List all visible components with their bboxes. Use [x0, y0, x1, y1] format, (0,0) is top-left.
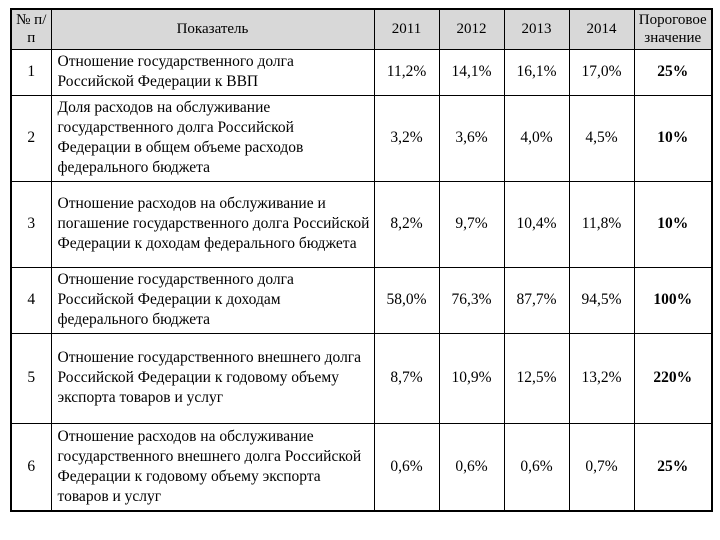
- row-number: 3: [11, 181, 51, 267]
- threshold-value: 10%: [634, 181, 712, 267]
- table-row: [11, 333, 712, 423]
- value-2014: 0,7%: [569, 423, 634, 511]
- value-2014: 4,5%: [569, 95, 634, 181]
- value-2012: 9,7%: [439, 181, 504, 267]
- value-2014: 13,2%: [569, 333, 634, 423]
- table-body: [11, 49, 712, 511]
- value-2013: 16,1%: [504, 49, 569, 95]
- value-2013: 12,5%: [504, 333, 569, 423]
- row-number: 6: [11, 423, 51, 511]
- row-number: 1: [11, 49, 51, 95]
- row-number: 5: [11, 333, 51, 423]
- header-year-2011: 2011: [374, 9, 439, 49]
- value-2011: 58,0%: [374, 267, 439, 333]
- value-2013: 10,4%: [504, 181, 569, 267]
- indicator-name: Отношение государственного долга Российской Федерации к доходам федерального бюджета: [51, 267, 374, 333]
- threshold-value: 25%: [634, 423, 712, 511]
- header-year-2014: 2014: [569, 9, 634, 49]
- table-row: [11, 49, 712, 95]
- table-header: [11, 9, 712, 49]
- value-2014: 94,5%: [569, 267, 634, 333]
- indicator-name: Отношение расходов на обслуживание государственного внешнего долга Российской Федерации к годовому объему экспорта товаров и услуг: [51, 423, 374, 511]
- threshold-value: 100%: [634, 267, 712, 333]
- table-row: [11, 95, 712, 181]
- table-row: [11, 181, 712, 267]
- value-2011: 0,6%: [374, 423, 439, 511]
- header-num: № п/п: [11, 9, 51, 49]
- header-year-2013: 2013: [504, 9, 569, 49]
- debt-indicators-table-container: [10, 8, 711, 521]
- value-2012: 76,3%: [439, 267, 504, 333]
- value-2012: 3,6%: [439, 95, 504, 181]
- value-2014: 11,8%: [569, 181, 634, 267]
- value-2011: 11,2%: [374, 49, 439, 95]
- header-row: [11, 9, 712, 49]
- value-2014: 17,0%: [569, 49, 634, 95]
- value-2012: 0,6%: [439, 423, 504, 511]
- threshold-value: 10%: [634, 95, 712, 181]
- value-2013: 4,0%: [504, 95, 569, 181]
- value-2011: 3,2%: [374, 95, 439, 181]
- value-2012: 10,9%: [439, 333, 504, 423]
- value-2012: 14,1%: [439, 49, 504, 95]
- value-2013: 0,6%: [504, 423, 569, 511]
- header-indicator: Показатель: [51, 9, 374, 49]
- table-row: [11, 423, 712, 511]
- threshold-value: 220%: [634, 333, 712, 423]
- value-2011: 8,2%: [374, 181, 439, 267]
- header-year-2012: 2012: [439, 9, 504, 49]
- row-number: 4: [11, 267, 51, 333]
- row-number: 2: [11, 95, 51, 181]
- value-2013: 87,7%: [504, 267, 569, 333]
- indicator-name: Отношение расходов на обслуживание и погашение государственного долга Российской Федерации к доходам федерального бюджета: [51, 181, 374, 267]
- indicator-name: Доля расходов на обслуживание государственного долга Российской Федерации в общем объеме расходов федерального бюджета: [51, 95, 374, 181]
- debt-indicators-table: [10, 8, 713, 512]
- header-threshold: Пороговое значение: [634, 9, 712, 49]
- table-row: [11, 267, 712, 333]
- threshold-value: 25%: [634, 49, 712, 95]
- value-2011: 8,7%: [374, 333, 439, 423]
- indicator-name: Отношение государственного долга Российской Федерации к ВВП: [51, 49, 374, 95]
- indicator-name: Отношение государственного внешнего долга Российской Федерации к годовому объему экспорта товаров и услуг: [51, 333, 374, 423]
